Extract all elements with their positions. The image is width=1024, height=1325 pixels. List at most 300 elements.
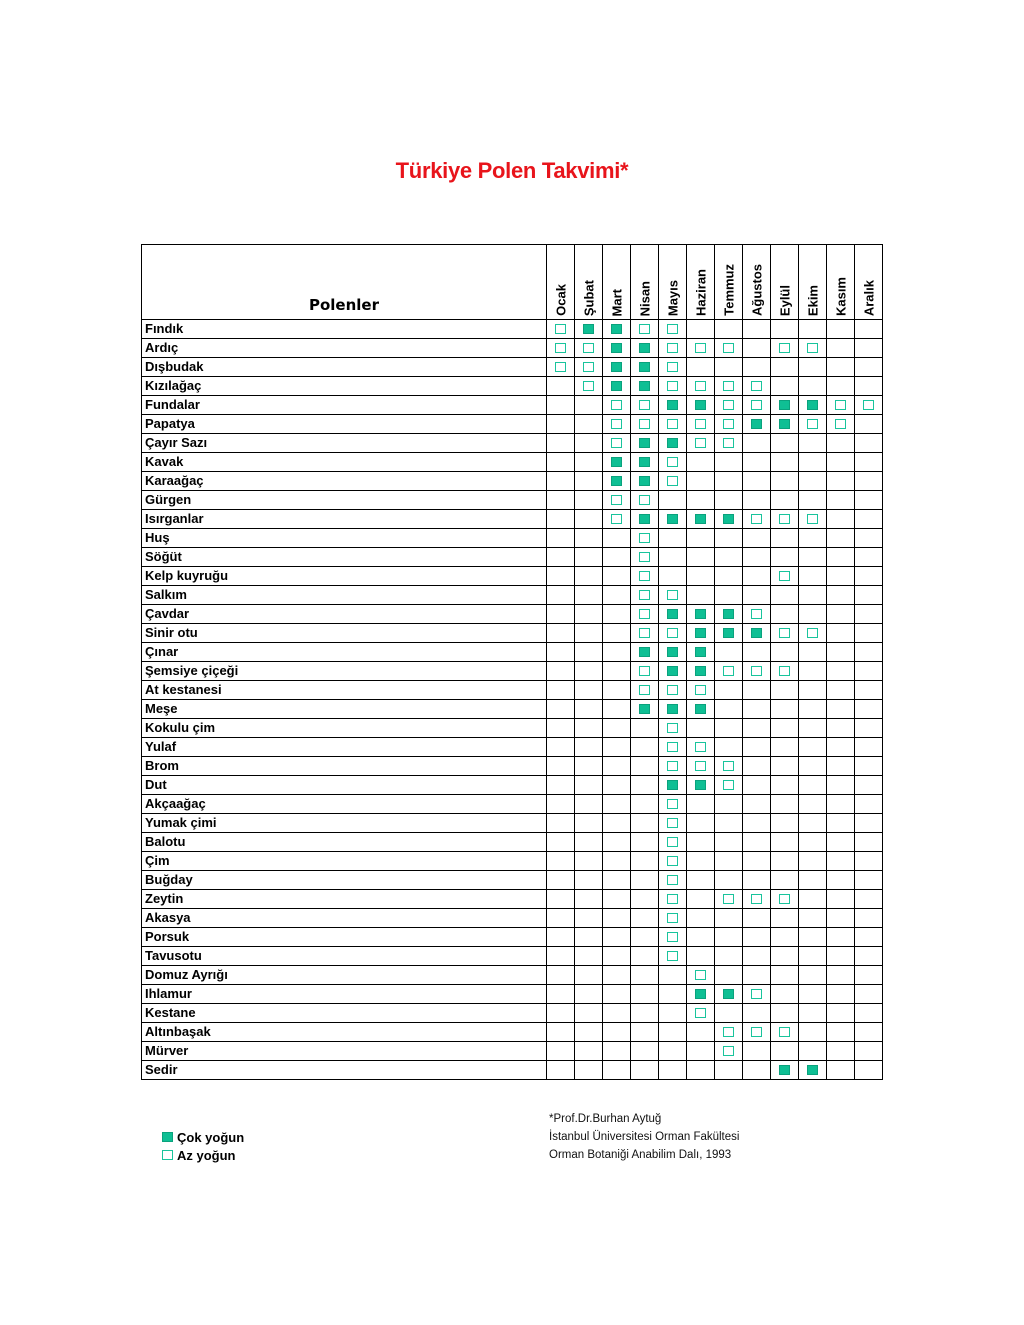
month-cell xyxy=(575,662,603,681)
light-mark-icon xyxy=(667,343,678,353)
table-row xyxy=(142,871,883,890)
light-mark-icon xyxy=(695,1008,706,1018)
month-cell xyxy=(771,1004,799,1023)
month-cell xyxy=(799,358,827,377)
light-mark-icon xyxy=(667,419,678,429)
month-cell xyxy=(771,358,799,377)
light-mark-icon xyxy=(779,894,790,904)
month-cell xyxy=(855,966,883,985)
light-mark-icon xyxy=(555,324,566,334)
month-cell xyxy=(715,1061,743,1080)
month-cell xyxy=(855,472,883,491)
month-header xyxy=(855,245,883,320)
legend-item-light xyxy=(162,1146,244,1164)
month-cell xyxy=(687,966,715,985)
month-cell xyxy=(743,1042,771,1061)
month-cell xyxy=(743,947,771,966)
month-cell xyxy=(659,358,687,377)
month-cell xyxy=(715,662,743,681)
month-cell xyxy=(547,1004,575,1023)
light-mark-icon xyxy=(667,799,678,809)
month-cell xyxy=(715,548,743,567)
month-cell xyxy=(575,377,603,396)
month-cell xyxy=(575,1042,603,1061)
plant-name: Kelp kuyruğu xyxy=(142,567,547,586)
month-cell xyxy=(827,662,855,681)
month-cell xyxy=(603,1061,631,1080)
month-cell xyxy=(603,510,631,529)
light-mark-icon xyxy=(611,514,622,524)
light-mark-icon xyxy=(807,419,818,429)
month-cell xyxy=(743,320,771,339)
month-cell xyxy=(715,776,743,795)
month-cell xyxy=(771,757,799,776)
month-cell xyxy=(687,681,715,700)
month-cell xyxy=(771,548,799,567)
month-cell xyxy=(659,472,687,491)
light-mark-icon xyxy=(667,628,678,638)
table-row xyxy=(142,605,883,624)
month-cell xyxy=(547,890,575,909)
month-cell xyxy=(827,1023,855,1042)
light-mark-icon xyxy=(695,419,706,429)
light-mark-icon xyxy=(555,362,566,372)
month-cell xyxy=(771,852,799,871)
month-label: Nisan xyxy=(637,280,652,316)
month-cell xyxy=(799,529,827,548)
month-cell xyxy=(687,1023,715,1042)
month-cell xyxy=(575,567,603,586)
month-header xyxy=(687,245,715,320)
month-cell xyxy=(771,453,799,472)
month-cell xyxy=(631,1023,659,1042)
plant-name: Tavusotu xyxy=(142,947,547,966)
month-cell xyxy=(687,738,715,757)
month-cell xyxy=(603,529,631,548)
light-mark-icon xyxy=(667,875,678,885)
month-cell xyxy=(631,434,659,453)
light-mark-icon xyxy=(667,951,678,961)
month-cell xyxy=(687,776,715,795)
month-cell xyxy=(827,529,855,548)
month-header xyxy=(743,245,771,320)
source-note xyxy=(549,1110,739,1164)
month-label: Temmuz xyxy=(721,264,736,316)
light-mark-icon xyxy=(667,742,678,752)
month-cell xyxy=(715,415,743,434)
month-cell xyxy=(575,814,603,833)
month-cell xyxy=(827,377,855,396)
light-mark-icon xyxy=(751,609,762,619)
month-cell xyxy=(771,738,799,757)
light-mark-icon xyxy=(639,495,650,505)
month-cell xyxy=(827,719,855,738)
light-mark-icon xyxy=(583,343,594,353)
month-cell xyxy=(547,453,575,472)
month-cell xyxy=(771,1023,799,1042)
month-cell xyxy=(799,339,827,358)
month-cell xyxy=(575,434,603,453)
heavy-mark-icon xyxy=(695,704,706,714)
month-cell xyxy=(799,472,827,491)
month-cell xyxy=(687,947,715,966)
month-cell xyxy=(771,567,799,586)
month-cell xyxy=(603,586,631,605)
month-cell xyxy=(771,985,799,1004)
month-cell xyxy=(687,757,715,776)
month-cell xyxy=(659,928,687,947)
month-cell xyxy=(547,662,575,681)
month-cell xyxy=(827,339,855,358)
plant-name: Meşe xyxy=(142,700,547,719)
month-cell xyxy=(659,985,687,1004)
month-cell xyxy=(799,491,827,510)
month-cell xyxy=(743,453,771,472)
month-cell xyxy=(771,491,799,510)
month-cell xyxy=(603,434,631,453)
light-mark-icon xyxy=(611,400,622,410)
table-row xyxy=(142,567,883,586)
month-cell xyxy=(603,605,631,624)
month-cell xyxy=(743,871,771,890)
month-cell xyxy=(743,966,771,985)
month-cell xyxy=(547,605,575,624)
month-cell xyxy=(575,643,603,662)
month-cell xyxy=(659,377,687,396)
month-cell xyxy=(575,966,603,985)
month-cell xyxy=(687,700,715,719)
month-cell xyxy=(603,966,631,985)
month-cell xyxy=(631,985,659,1004)
heavy-mark-icon xyxy=(695,400,706,410)
month-cell xyxy=(771,339,799,358)
month-cell xyxy=(799,909,827,928)
month-cell xyxy=(603,453,631,472)
month-cell xyxy=(743,605,771,624)
plant-name: Yulaf xyxy=(142,738,547,757)
month-cell xyxy=(603,757,631,776)
month-cell xyxy=(547,377,575,396)
month-cell xyxy=(687,320,715,339)
light-mark-icon xyxy=(807,514,818,524)
month-cell xyxy=(743,624,771,643)
light-mark-icon xyxy=(695,761,706,771)
month-cell xyxy=(659,548,687,567)
month-cell xyxy=(603,909,631,928)
month-cell xyxy=(715,529,743,548)
heavy-mark-icon xyxy=(667,514,678,524)
month-cell xyxy=(743,909,771,928)
month-cell xyxy=(575,586,603,605)
month-cell xyxy=(659,757,687,776)
month-cell xyxy=(743,776,771,795)
plant-name: Sinir otu xyxy=(142,624,547,643)
month-cell xyxy=(631,377,659,396)
month-cell xyxy=(715,586,743,605)
month-cell xyxy=(547,966,575,985)
month-cell xyxy=(547,643,575,662)
light-mark-icon xyxy=(723,894,734,904)
light-mark-icon xyxy=(751,894,762,904)
month-cell xyxy=(827,928,855,947)
month-cell xyxy=(715,453,743,472)
light-mark-icon xyxy=(639,628,650,638)
month-cell xyxy=(771,681,799,700)
month-cell xyxy=(659,586,687,605)
month-cell xyxy=(743,1061,771,1080)
light-mark-icon xyxy=(667,932,678,942)
month-cell xyxy=(631,1042,659,1061)
plant-name: Karaağaç xyxy=(142,472,547,491)
month-cell xyxy=(771,966,799,985)
month-cell xyxy=(659,624,687,643)
month-header xyxy=(631,245,659,320)
table-row xyxy=(142,1042,883,1061)
month-cell xyxy=(855,453,883,472)
month-cell xyxy=(855,871,883,890)
month-cell xyxy=(575,453,603,472)
light-mark-icon xyxy=(779,343,790,353)
month-cell xyxy=(743,985,771,1004)
month-cell xyxy=(631,871,659,890)
plant-name: Fındık xyxy=(142,320,547,339)
month-cell xyxy=(547,814,575,833)
month-cell xyxy=(771,1061,799,1080)
month-cell xyxy=(575,415,603,434)
month-cell xyxy=(855,700,883,719)
light-mark-icon xyxy=(723,1046,734,1056)
month-cell xyxy=(687,453,715,472)
month-cell xyxy=(659,681,687,700)
month-cell xyxy=(771,700,799,719)
month-cell xyxy=(799,890,827,909)
month-cell xyxy=(575,396,603,415)
heavy-mark-icon xyxy=(723,989,734,999)
month-cell xyxy=(827,396,855,415)
table-row xyxy=(142,453,883,472)
month-cell xyxy=(575,719,603,738)
month-cell xyxy=(687,377,715,396)
month-cell xyxy=(715,814,743,833)
light-mark-icon xyxy=(667,761,678,771)
month-cell xyxy=(827,320,855,339)
month-cell xyxy=(827,586,855,605)
light-mark-icon xyxy=(779,628,790,638)
month-cell xyxy=(631,890,659,909)
month-cell xyxy=(547,719,575,738)
month-cell xyxy=(547,833,575,852)
month-cell xyxy=(575,472,603,491)
month-cell xyxy=(631,1004,659,1023)
heavy-mark-icon xyxy=(611,343,622,353)
month-cell xyxy=(631,472,659,491)
source-line-3: Orman Botaniği Anabilim Dalı, 1993 xyxy=(549,1149,732,1161)
month-cell xyxy=(603,491,631,510)
month-cell xyxy=(743,377,771,396)
month-cell xyxy=(603,776,631,795)
plant-name: At kestanesi xyxy=(142,681,547,700)
month-cell xyxy=(743,757,771,776)
month-cell xyxy=(855,1061,883,1080)
month-cell xyxy=(743,662,771,681)
month-cell xyxy=(659,738,687,757)
light-mark-icon xyxy=(751,400,762,410)
month-cell xyxy=(687,434,715,453)
month-cell xyxy=(799,700,827,719)
month-cell xyxy=(855,890,883,909)
month-cell xyxy=(715,852,743,871)
month-cell xyxy=(715,510,743,529)
light-mark-icon xyxy=(723,419,734,429)
month-label: Eylül xyxy=(777,284,792,316)
month-cell xyxy=(715,738,743,757)
month-cell xyxy=(547,738,575,757)
month-cell xyxy=(603,814,631,833)
month-cell xyxy=(659,453,687,472)
month-label: Ekim xyxy=(805,284,820,316)
month-cell xyxy=(715,928,743,947)
month-cell xyxy=(827,738,855,757)
month-label: Mart xyxy=(609,288,624,316)
month-cell xyxy=(659,339,687,358)
month-cell xyxy=(547,434,575,453)
month-cell xyxy=(659,852,687,871)
month-cell xyxy=(687,1061,715,1080)
month-cell xyxy=(827,890,855,909)
light-mark-icon xyxy=(583,362,594,372)
heavy-mark-icon xyxy=(779,400,790,410)
month-cell xyxy=(575,833,603,852)
month-cell xyxy=(855,396,883,415)
month-cell xyxy=(575,985,603,1004)
month-cell xyxy=(575,928,603,947)
table-row xyxy=(142,1023,883,1042)
month-cell xyxy=(631,833,659,852)
month-cell xyxy=(603,415,631,434)
month-cell xyxy=(603,795,631,814)
month-cell xyxy=(743,1023,771,1042)
month-cell xyxy=(827,681,855,700)
month-cell xyxy=(855,434,883,453)
month-cell xyxy=(631,548,659,567)
month-cell xyxy=(827,757,855,776)
month-cell xyxy=(659,1004,687,1023)
month-cell xyxy=(715,472,743,491)
light-mark-icon xyxy=(807,628,818,638)
month-cell xyxy=(855,681,883,700)
table-header-row xyxy=(142,245,883,320)
month-cell xyxy=(799,548,827,567)
month-cell xyxy=(575,510,603,529)
month-cell xyxy=(631,320,659,339)
month-cell xyxy=(547,586,575,605)
month-label: Aralık xyxy=(861,279,876,316)
table-row xyxy=(142,510,883,529)
light-mark-icon xyxy=(723,343,734,353)
month-cell xyxy=(603,1004,631,1023)
month-cell xyxy=(659,719,687,738)
light-mark-icon xyxy=(583,381,594,391)
month-cell xyxy=(687,491,715,510)
month-cell xyxy=(715,377,743,396)
plant-name: Dışbudak xyxy=(142,358,547,377)
month-cell xyxy=(771,320,799,339)
month-cell xyxy=(575,947,603,966)
month-cell xyxy=(799,947,827,966)
plant-name: Brom xyxy=(142,757,547,776)
month-cell xyxy=(547,339,575,358)
month-cell xyxy=(715,1004,743,1023)
heavy-mark-icon xyxy=(695,628,706,638)
month-cell xyxy=(631,738,659,757)
month-cell xyxy=(603,624,631,643)
plant-name: Sedir xyxy=(142,1061,547,1080)
month-cell xyxy=(743,1004,771,1023)
month-cell xyxy=(631,358,659,377)
month-cell xyxy=(743,681,771,700)
month-cell xyxy=(603,472,631,491)
light-mark-icon xyxy=(667,818,678,828)
month-cell xyxy=(799,605,827,624)
heavy-mark-icon xyxy=(639,457,650,467)
month-cell xyxy=(687,1042,715,1061)
heavy-mark-icon xyxy=(695,989,706,999)
month-cell xyxy=(603,738,631,757)
month-cell xyxy=(743,415,771,434)
month-cell xyxy=(575,795,603,814)
light-mark-icon xyxy=(723,438,734,448)
page-title: Türkiye Polen Takvimi* xyxy=(395,158,629,183)
month-cell xyxy=(743,643,771,662)
month-cell xyxy=(799,681,827,700)
table-row xyxy=(142,586,883,605)
month-cell xyxy=(743,472,771,491)
month-cell xyxy=(855,624,883,643)
month-header xyxy=(799,245,827,320)
month-cell xyxy=(547,415,575,434)
plant-name: Çavdar xyxy=(142,605,547,624)
month-cell xyxy=(799,662,827,681)
month-cell xyxy=(855,415,883,434)
month-cell xyxy=(827,852,855,871)
month-cell xyxy=(547,985,575,1004)
light-mark-icon xyxy=(611,419,622,429)
table-row xyxy=(142,1004,883,1023)
month-cell xyxy=(631,510,659,529)
month-cell xyxy=(575,491,603,510)
light-swatch-icon xyxy=(162,1150,173,1160)
month-cell xyxy=(687,396,715,415)
month-cell xyxy=(827,510,855,529)
month-cell xyxy=(659,776,687,795)
month-cell xyxy=(827,700,855,719)
month-cell xyxy=(575,738,603,757)
month-cell xyxy=(687,643,715,662)
light-mark-icon xyxy=(639,666,650,676)
month-cell xyxy=(743,833,771,852)
month-cell xyxy=(575,681,603,700)
table-row xyxy=(142,985,883,1004)
month-cell xyxy=(547,947,575,966)
heavy-mark-icon xyxy=(723,609,734,619)
month-cell xyxy=(659,529,687,548)
light-mark-icon xyxy=(695,381,706,391)
month-cell xyxy=(603,358,631,377)
heavy-mark-icon xyxy=(667,400,678,410)
month-cell xyxy=(799,757,827,776)
light-mark-icon xyxy=(667,837,678,847)
source-line-1: *Prof.Dr.Burhan Aytuğ xyxy=(549,1113,662,1125)
